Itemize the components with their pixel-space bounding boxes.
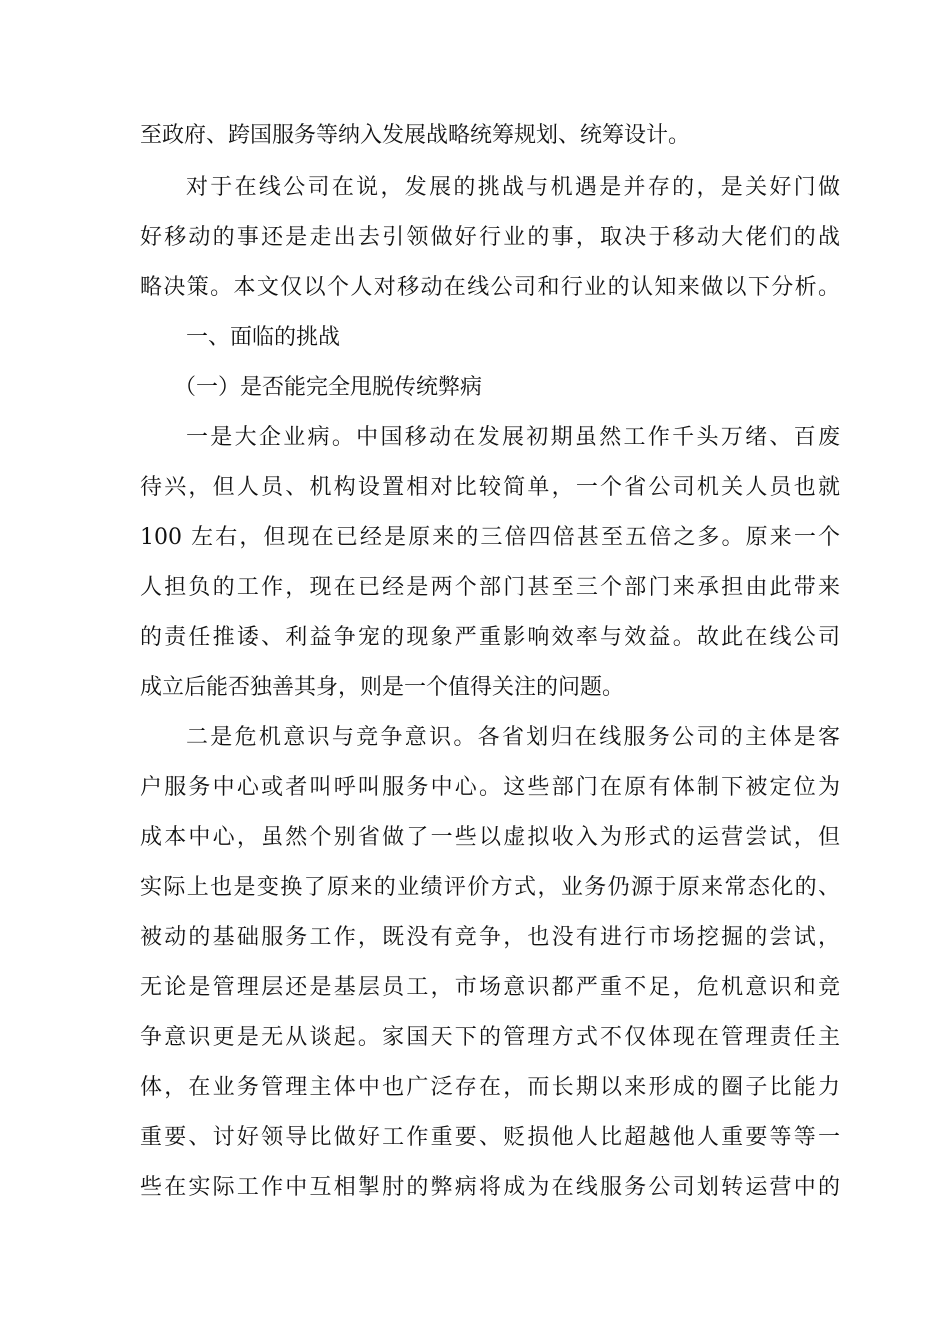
subsection-heading: （一）是否能完全甩脱传统弊病 [174, 375, 483, 400]
text-line-16: 实际上也是变换了原来的业绩评价方式，业务仍源于原来常态化的、 [140, 875, 840, 900]
text-line-11: 的责任推诿、利益争宠的现象严重影响效率与效益。故此在线公司 [140, 625, 840, 650]
text-line-3: 好移动的事还是走出去引领做好行业的事，取决于移动大佬们的战 [140, 225, 840, 250]
text-line-10: 人担负的工作，现在已经是两个部门甚至三个部门来承担由此带来 [140, 575, 840, 600]
text-line-9: 100 左右，但现在已经是原来的三倍四倍甚至五倍之多。原来一个 [140, 525, 840, 550]
text-line-15: 成本中心，虽然个别省做了一些以虚拟收入为形式的运营尝试，但 [140, 825, 840, 850]
paragraph-opening-line: 一是大企业病。中国移动在发展初期虽然工作千头万绪、百废 [186, 425, 840, 450]
text-line-19: 争意识更是无从谈起。家国天下的管理方式不仅体现在管理责任主 [140, 1025, 840, 1050]
section-heading: 一、面临的挑战 [186, 325, 341, 350]
text-line-21: 重要、讨好领导比做好工作重要、贬损他人比超越他人重要等等一 [140, 1125, 840, 1150]
text-line-12: 成立后能否独善其身，则是一个值得关注的问题。 [140, 675, 625, 700]
text-line-14: 户服务中心或者叫呼叫服务中心。这些部门在原有体制下被定位为 [140, 775, 840, 800]
text-line-4: 略决策。本文仅以个人对移动在线公司和行业的认知来做以下分析。 [140, 275, 840, 300]
text-line-8: 待兴，但人员、机构设置相对比较简单，一个省公司机关人员也就 [140, 475, 840, 500]
text-line-20: 体，在业务管理主体中也广泛存在，而长期以来形成的圈子比能力 [140, 1075, 840, 1100]
text-line-18: 无论是管理层还是基层员工，市场意识都严重不足，危机意识和竞 [140, 975, 840, 1000]
paragraph-opening-line: 对于在线公司在说，发展的挑战与机遇是并存的，是关好门做 [186, 175, 840, 200]
text-line-1: 至政府、跨国服务等纳入发展战略统筹规划、统筹设计。 [140, 123, 691, 148]
text-line-22: 些在实际工作中互相掣肘的弊病将成为在线服务公司划转运营中的 [140, 1175, 840, 1200]
text-line-17: 被动的基础服务工作，既没有竞争，也没有进行市场挖掘的尝试， [140, 925, 840, 950]
paragraph-opening-line: 二是危机意识与竞争意识。各省划归在线服务公司的主体是客 [186, 725, 840, 750]
